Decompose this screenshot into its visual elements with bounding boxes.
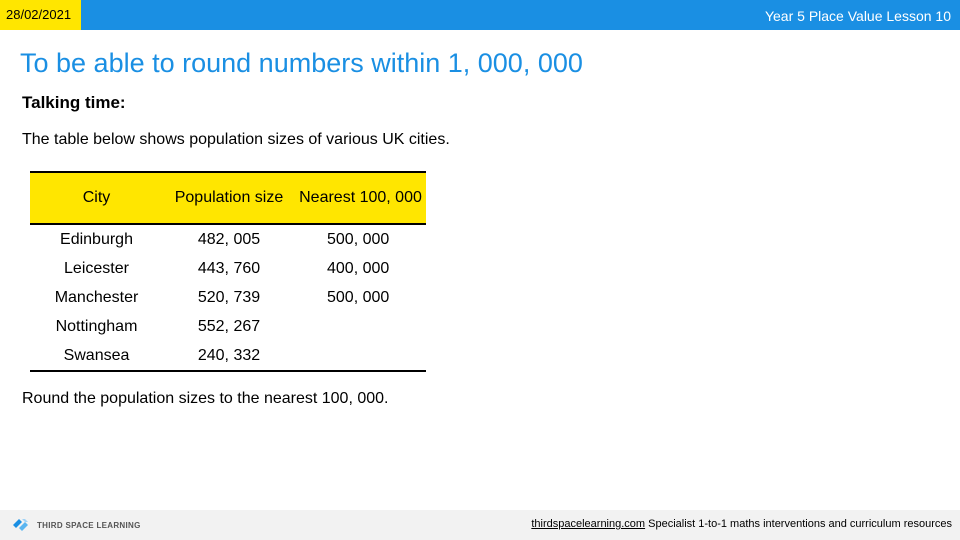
cell-population: 240, 332 [163,341,295,371]
cell-nearest: 400, 000 [327,259,390,277]
third-space-learning-logo-icon [13,519,31,531]
cell-nearest: 500, 000 [327,288,390,306]
cell-city: Swansea [30,341,163,371]
lesson-label: Year 5 Place Value Lesson 10 [764,8,951,24]
footer-bar [0,510,960,540]
brand-logo [13,519,141,531]
task-text: Round the population sizes to the nearest 100, 000. [22,390,389,407]
page-title: To be able to round numbers within 1, 000, 000 [20,48,583,78]
table-row [30,254,426,283]
cell-population: 482, 005 [197,230,261,248]
header-nearest [295,172,426,224]
cell-nearest [295,312,426,341]
cell-city: Manchester [54,288,139,306]
cell-population: 552, 267 [197,317,261,335]
cell-population: 520, 739 [197,288,261,306]
cell-city: Leicester [64,259,129,277]
cell-city: Nottingham [55,317,138,335]
header-city: City [30,172,163,224]
table-row [30,283,426,312]
header-population-text: Population size [174,189,284,206]
logo-text: THIRD SPACE LEARNING [37,520,141,530]
footer-note [531,518,952,530]
talking-time-heading: Talking time: [22,93,126,112]
website-link[interactable]: thirdspacelearning.com [531,518,646,530]
footer-tagline: Specialist 1-to-1 maths interventions and curriculum resources [645,518,952,530]
table-header-row [30,172,426,224]
table-row [30,312,426,341]
cell-nearest: 500, 000 [327,230,390,248]
cell-city: Edinburgh [60,230,133,248]
header-nearest-text: Nearest 100, 000 [299,189,422,206]
header-population [163,172,295,224]
intro-text: The table below shows population sizes of various UK cities. [22,131,450,148]
table-row [30,224,426,254]
cell-nearest [295,341,426,371]
date-label: 28/02/2021 [0,0,81,30]
table-row [30,341,426,371]
header-bar [0,0,960,30]
cell-population: 443, 760 [197,259,261,277]
population-table [30,171,426,372]
